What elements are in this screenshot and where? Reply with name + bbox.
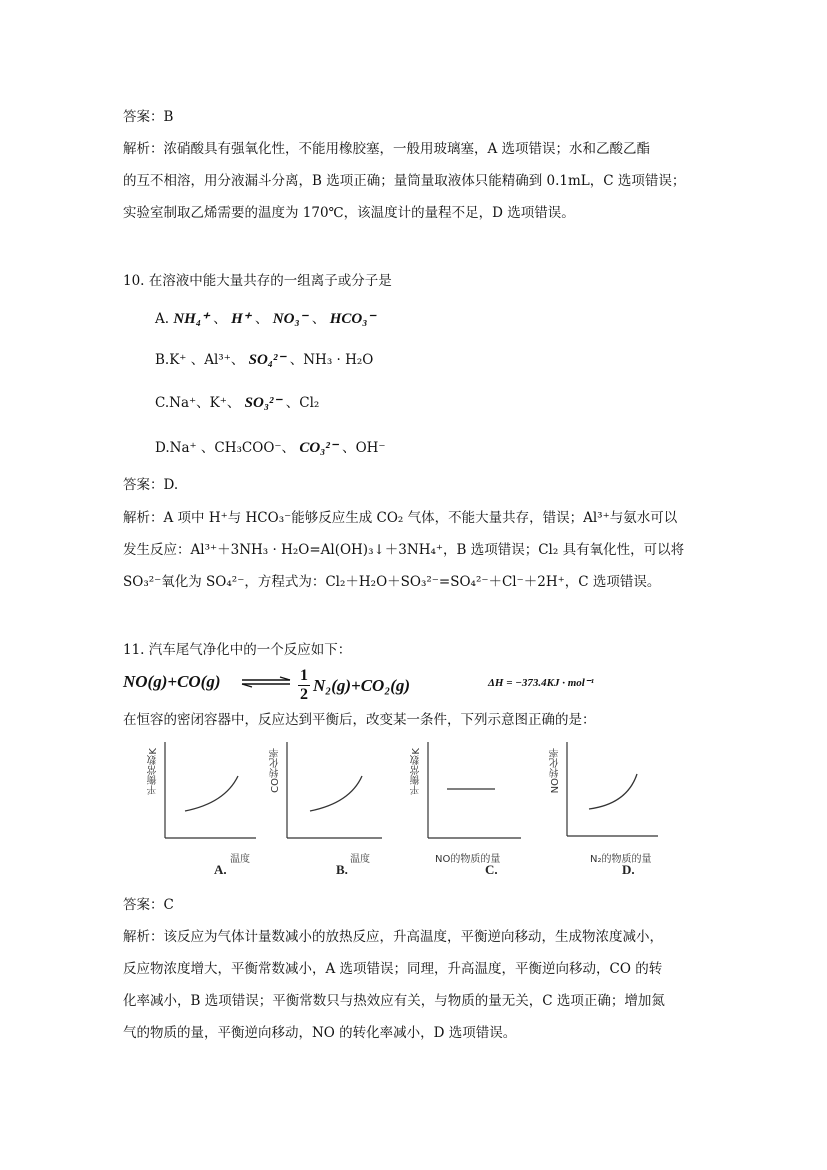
chart-d-plot (552, 738, 667, 848)
option-text: 、Cl₂ (281, 395, 320, 411)
ion: SO₄²⁻ (248, 352, 286, 368)
x-axis-label: 温度 (230, 854, 250, 865)
q10-analysis-line: SO₃²⁻氧化为 SO₄²⁻，方程式为：Cl₂＋H₂O＋SO₃²⁻=SO₄²⁻＋Cl⁻＋2H⁺，C 选项错误。 (123, 574, 661, 590)
q10-option-a (155, 310, 375, 328)
q11-analysis-line: 气的物质的量，平衡逆向移动，NO 的转化率减小，D 选项错误。 (123, 1025, 517, 1041)
option-text: D.Na⁺ 、CH₃COO⁻、 (155, 440, 300, 456)
x-axis-label: N₂的物质的量 (590, 854, 652, 865)
q9-answer: 答案：B (123, 109, 174, 125)
q10-answer: 答案：D. (123, 477, 179, 493)
chart-letter: C. (485, 862, 498, 877)
curve (310, 776, 362, 811)
separator: 、 (250, 311, 273, 327)
separator: 、 (209, 311, 232, 327)
ion: NO₃⁻ (272, 311, 308, 327)
option-text: 、OH⁻ (337, 440, 386, 456)
chart-d (552, 738, 667, 883)
chart-c-plot (413, 738, 528, 848)
y-axis-label: 平衡常数K (148, 748, 159, 795)
fraction-denominator: 2 (300, 686, 308, 703)
ion: NH₄⁺ (173, 311, 209, 327)
q10-option-c (155, 394, 319, 412)
q9-analysis-line: 实验室制取乙烯需要的温度为 170℃，该温度计的量程不足，D 选项错误。 (123, 205, 575, 221)
ion: H⁺ (231, 311, 251, 327)
chart-b-plot (272, 738, 387, 848)
y-axis-label: CO转化率 (270, 748, 281, 793)
q11-analysis-line: 解析：该反应为气体计量数减小的放热反应，升高温度，平衡逆向移动，生成物浓度减小， (123, 929, 663, 945)
equation-right: N₂(g)+CO₂(g) (313, 676, 411, 695)
q10-analysis-line: 解析：A 项中 H⁺与 HCO₃⁻能够反应生成 CO₂ 气体，不能大量共存，错误；Al³⁺与氨水可以 (123, 510, 678, 526)
curve (589, 774, 637, 809)
fraction-one-half (298, 668, 310, 703)
option-text: A. (155, 311, 174, 327)
equilibrium-arrow-icon (240, 676, 292, 688)
equation-left: NO(g)+CO(g) (123, 672, 221, 691)
q10-question: 10. 在溶液中能大量共存的一组离子或分子是 (123, 273, 392, 289)
fraction-numerator: 1 (300, 667, 308, 684)
curve (185, 776, 238, 811)
q9-analysis-line: 解析：浓硝酸具有强氧化性，不能用橡胶塞，一般用玻璃塞，A 选项错误；水和乙酸乙酯 (123, 141, 651, 157)
q10-option-d (155, 439, 386, 457)
q11-prompt: 在恒容的密闭容器中，反应达到平衡后，改变某一条件，下列示意图正确的是： (123, 712, 596, 728)
enthalpy-change: ΔH = −373.4KJ · mol⁻¹ (488, 677, 594, 689)
ion: HCO₃⁻ (329, 311, 376, 327)
option-text: B.K⁺ 、Al³⁺、 (155, 352, 249, 368)
chart-a-plot (150, 738, 265, 848)
q11-question: 11. 汽车尾气净化中的一个反应如下： (123, 642, 352, 658)
option-text: C.Na⁺、K⁺、 (155, 395, 245, 411)
chart-letter: B. (336, 862, 348, 877)
option-text: 、NH₃ · H₂O (285, 352, 374, 368)
q11-analysis-line: 化率减小，B 选项错误；平衡常数只与热效应有关，与物质的量无关，C 选项正确；增加氮 (123, 993, 665, 1009)
chart-letter: D. (622, 862, 635, 877)
q9-analysis-line: 的互不相溶，用分液漏斗分离，B 选项正确；量筒量取液体只能精确到 0.1mL，C 选项错误； (123, 173, 686, 189)
q11-analysis-line: 反应物浓度增大，平衡常数减小，A 选项错误；同理，升高温度，平衡逆向移动，CO 的转 (123, 961, 663, 977)
x-axis-label: NO的物质的量 (435, 854, 501, 865)
q10-analysis-line: 发生反应：Al³⁺＋3NH₃ · H₂O=Al(OH)₃↓＋3NH₄⁺，B 选项错误；Cl₂ 具有氧化性，可以将 (123, 542, 685, 558)
chart-b (272, 738, 387, 883)
x-axis-label: 温度 (350, 854, 370, 865)
y-axis-label: 平衡常数K (411, 748, 422, 795)
chart-c (413, 738, 528, 883)
ion: CO₃²⁻ (299, 440, 338, 456)
q10-option-b (155, 351, 373, 369)
chart-a (150, 738, 265, 883)
ion: SO₃²⁻ (244, 395, 282, 411)
separator: 、 (307, 311, 330, 327)
q11-answer: 答案：C (123, 897, 174, 913)
y-axis-label: NO转化率 (550, 748, 561, 794)
chart-letter: A. (214, 862, 227, 877)
